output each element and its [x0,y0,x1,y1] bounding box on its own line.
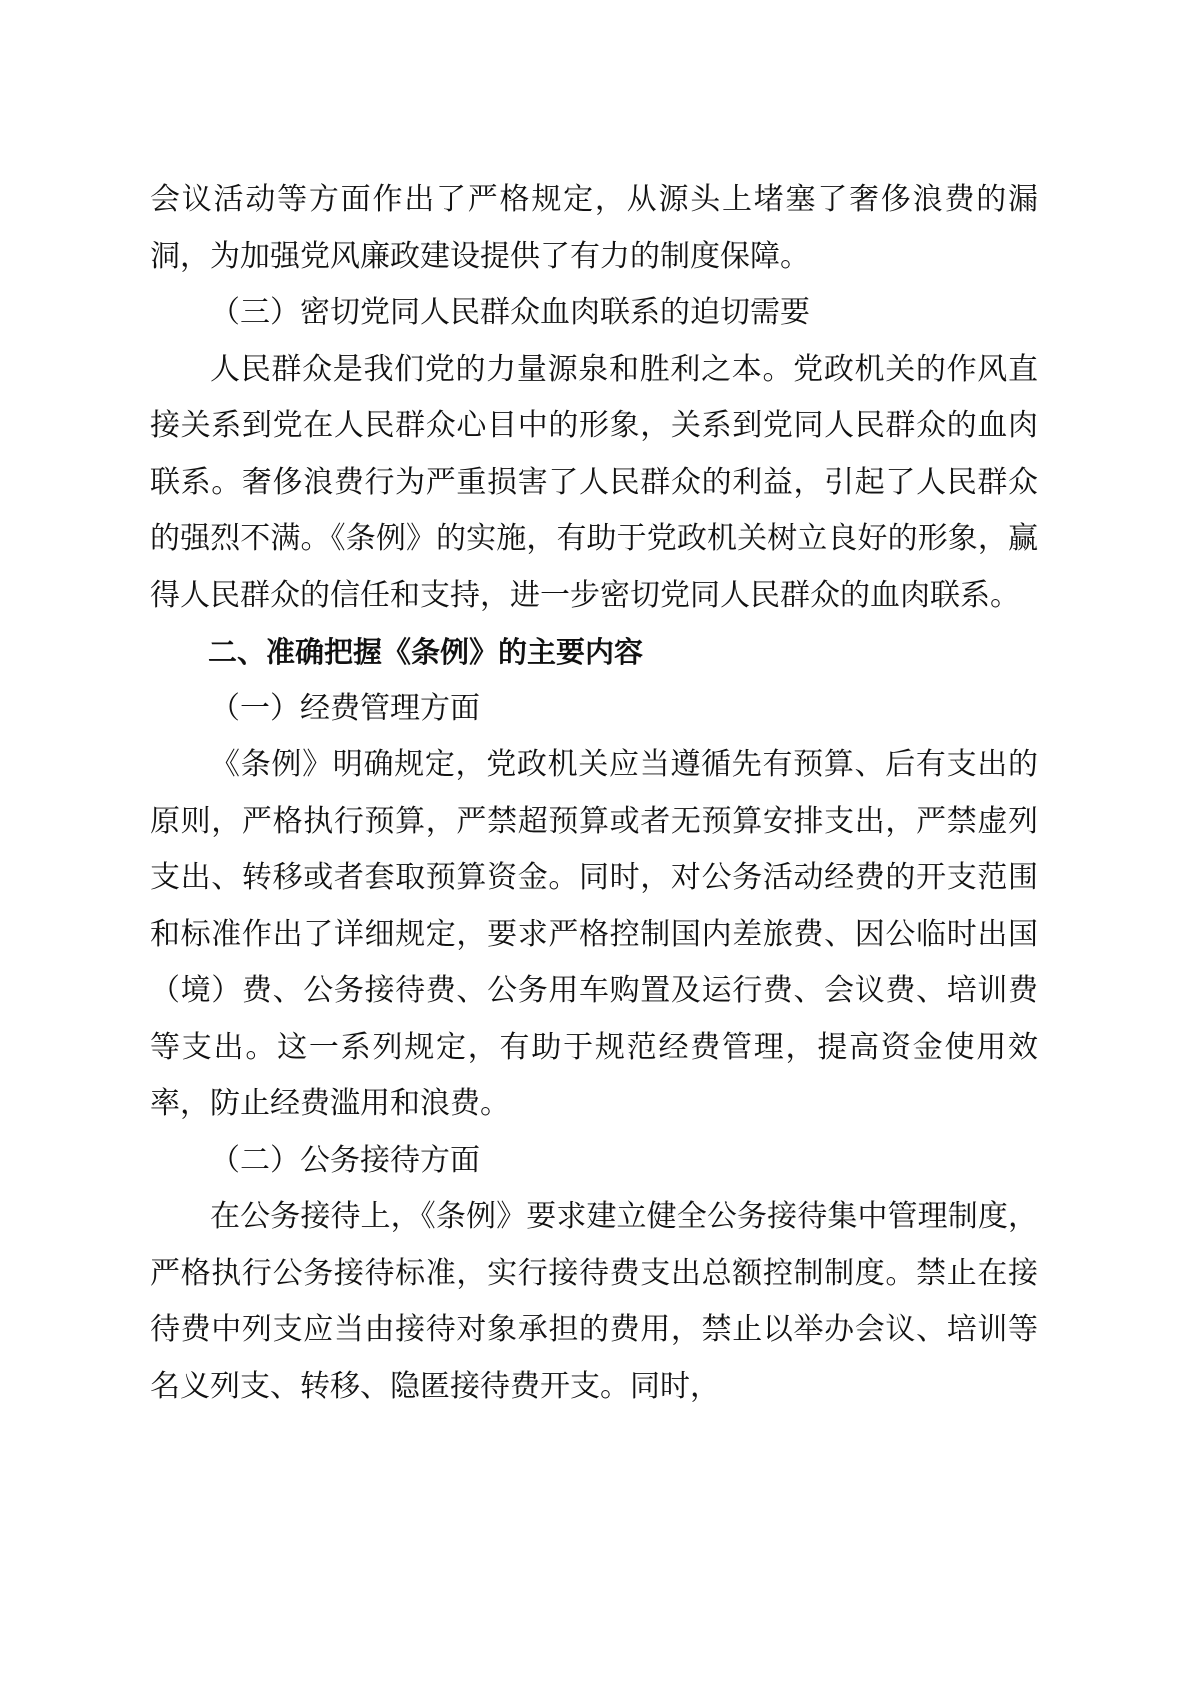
subheading-2-2: （二）公务接待方面 [210,1142,480,1178]
paragraph-continued: 会议活动等方面作出了严格规定，从源头上堵塞了奢侈浪费的漏洞，为加强党风廉政建设提供了有力的制度保障。 [150,182,1038,274]
paragraph-funding: 《条例》明确规定，党政机关应当遵循先有预算、后有支出的原则，严格执行预算，严禁超预算或者无预算安排支出，严禁虚列支出、转移或者套取预算资金。同时，对公务活动经费的开支范围和标准作出了详细规定，要求严格控制国内差旅费、因公临时出国（境）费、公务接待费、公务用车购置及运行费、会议费、培训费等支出。这一系列规定，有助于规范经费管理，提高资金使用效率，防止经费滥用和浪费。 [150,747,1038,1121]
section-heading-2: 二、准确把握《条例》的主要内容 [208,635,644,669]
paragraph-reception: 在公务接待上，《条例》要求建立健全公务接待集中管理制度，严格执行公务接待标准，实行接待费支出总额控制制度。禁止在接待费中列支应当由接待对象承担的费用，禁止以举办会议、培训等名义列支、转移、隐匿接待费开支。同时， [150,1199,1038,1404]
document-page [150,172,1038,1415]
subheading-3: （三）密切党同人民群众血肉联系的迫切需要 [210,295,810,330]
subheading-2-1: （一）经费管理方面 [210,690,480,726]
paragraph-people: 人民群众是我们党的力量源泉和胜利之本。党政机关的作风直接关系到党在人民群众心目中的形象，关系到党同人民群众的血肉联系。奢侈浪费行为严重损害了人民群众的利益，引起了人民群众的强烈不满。《条例》的实施，有助于党政机关树立良好的形象，赢得人民群众的信任和支持，进一步密切党同人民群众的血肉联系。 [150,351,1038,613]
